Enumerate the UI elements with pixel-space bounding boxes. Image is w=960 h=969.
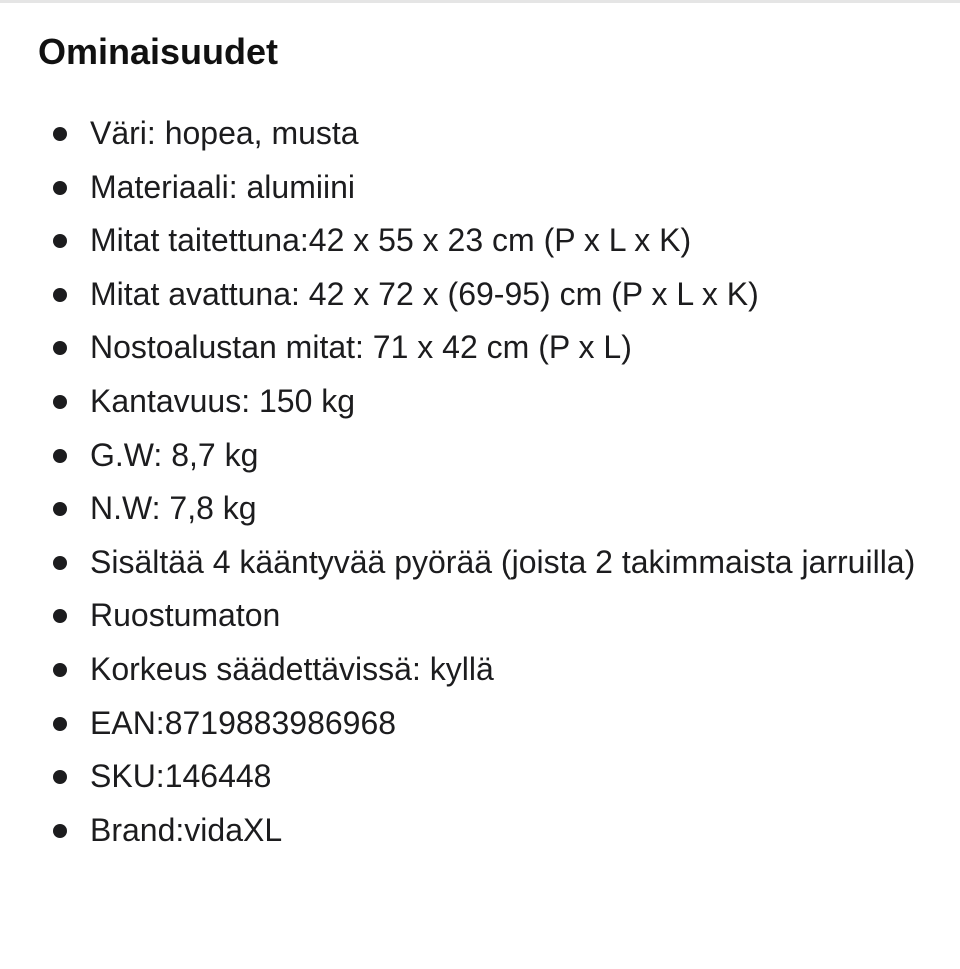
feature-text: Mitat avattuna: 42 x 72 x (69-95) cm (P x L x K) <box>90 275 759 312</box>
bullet-icon <box>53 341 67 355</box>
feature-item-gross-weight <box>0 429 960 483</box>
bullet-icon <box>53 181 67 195</box>
feature-item-platform-dimensions <box>0 321 960 375</box>
feature-text: Materiaali: alumiini <box>90 168 355 205</box>
feature-item-color <box>0 107 960 161</box>
feature-item-brand <box>0 804 960 858</box>
bullet-icon <box>53 663 67 677</box>
bullet-icon <box>53 770 67 784</box>
feature-item-height-adjustable <box>0 643 960 697</box>
bullet-icon <box>53 449 67 463</box>
feature-item-unfolded-dimensions <box>0 268 960 322</box>
feature-text: EAN:8719883986968 <box>90 704 397 741</box>
bullet-icon <box>53 502 67 516</box>
bullet-icon <box>53 824 67 838</box>
feature-item-net-weight <box>0 482 960 536</box>
feature-item-material <box>0 161 960 215</box>
feature-text: Mitat taitettuna:42 x 55 x 23 cm (P x L x K) <box>90 222 692 259</box>
feature-text: SKU:146448 <box>90 758 272 795</box>
feature-text: Kantavuus: 150 kg <box>90 382 356 419</box>
feature-text: G.W: 8,7 kg <box>90 436 259 473</box>
feature-text: Ruostumaton <box>90 597 281 634</box>
section-heading: Ominaisuudet <box>38 31 279 72</box>
feature-list <box>0 107 960 857</box>
bullet-icon <box>53 609 67 623</box>
feature-item-rustproof <box>0 589 960 643</box>
feature-item-folded-dimensions <box>0 214 960 268</box>
feature-text: Nostoalustan mitat: 71 x 42 cm (P x L) <box>90 329 632 366</box>
feature-text: N.W: 7,8 kg <box>90 490 257 527</box>
top-divider <box>0 0 960 3</box>
bullet-icon <box>53 234 67 248</box>
feature-item-ean <box>0 697 960 751</box>
feature-item-wheels <box>0 536 960 590</box>
bullet-icon <box>53 717 67 731</box>
feature-text: Väri: hopea, musta <box>90 115 359 151</box>
feature-text: Korkeus säädettävissä: kyllä <box>90 650 494 687</box>
feature-text: Brand:vidaXL <box>90 811 283 848</box>
feature-item-sku <box>0 750 960 804</box>
feature-text: Sisältää 4 kääntyvää pyörää (joista 2 takimmaista jarruilla) <box>90 543 916 580</box>
bullet-icon <box>53 395 67 409</box>
bullet-icon <box>53 556 67 570</box>
bullet-icon <box>53 127 67 141</box>
feature-item-load-capacity <box>0 375 960 429</box>
bullet-icon <box>53 288 67 302</box>
